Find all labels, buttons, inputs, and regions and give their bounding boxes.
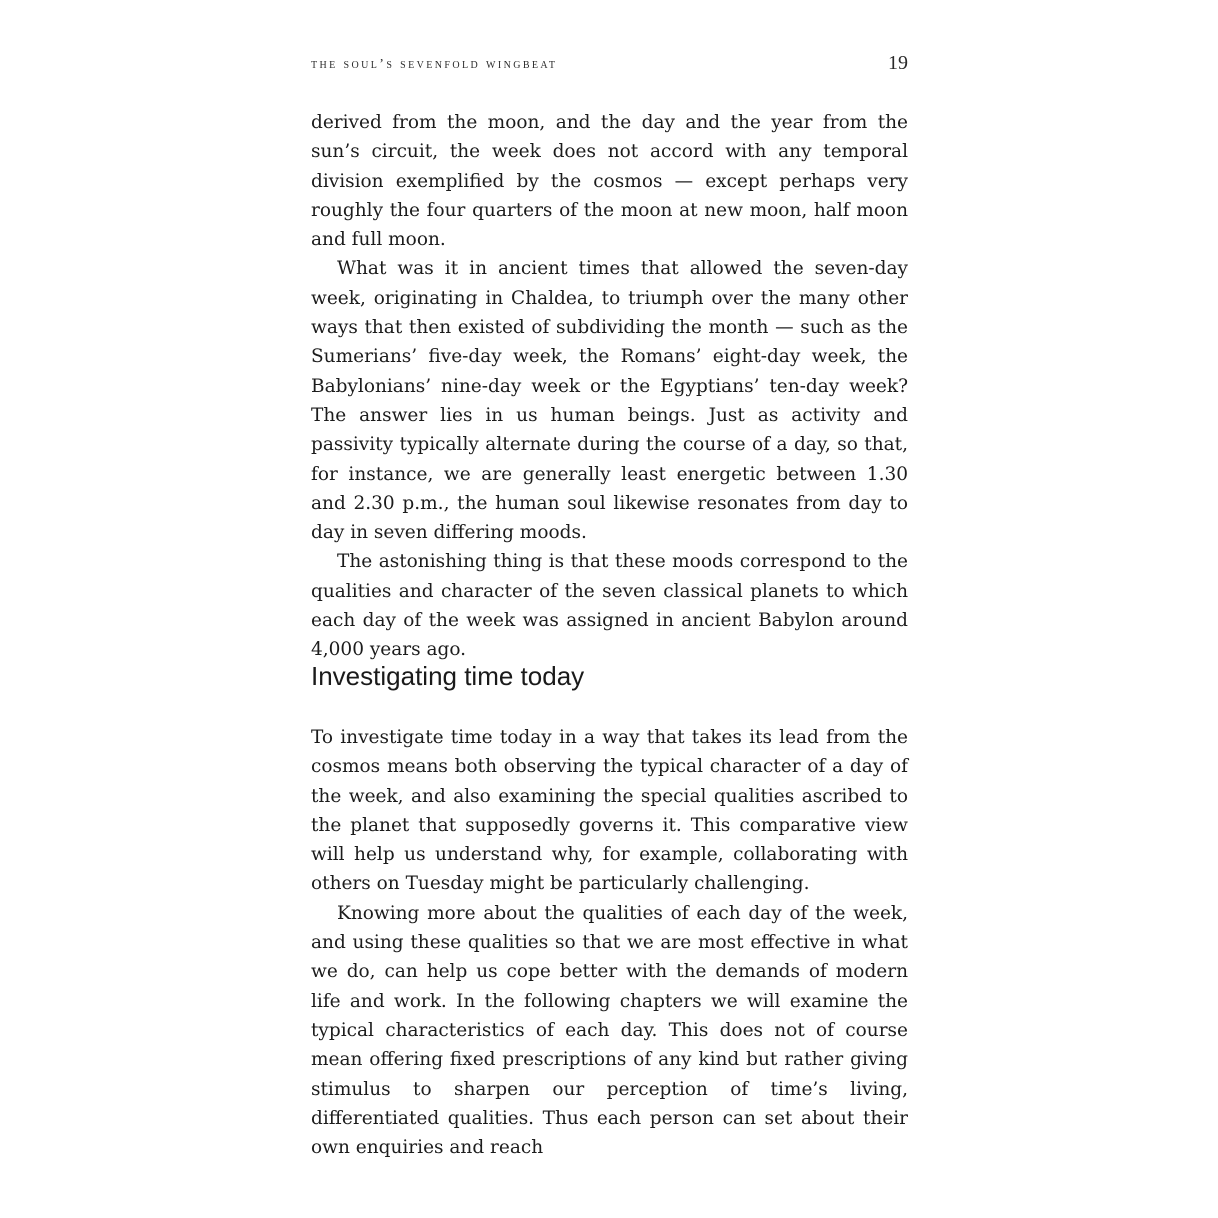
paragraph: What was it in ancient times that allowed the seven-day week, originating in Chaldea, to triumph over the many other ways that then existed of subdividing the month — such as the Sumerians’ five-day week, the Romans’ eight-day week, the Babylonians’ nine-day week or the Egyptians’ ten-day week? The answer lies in us human beings. Just as activity and passivity typically alternate during the course of a day, so that, for instance, we are generally least energetic between 1.30 and 2.30 p.m., the human soul likewise resonates from day to day in seven differing moods. bbox=[311, 258, 908, 544]
book-page bbox=[311, 0, 908, 1218]
paragraph: Knowing more about the qualities of each day of the week, and using these qualities so that we are most effective in what we do, can help us cope better with the demands of modern life and work. In the following chapters we will examine the typical characteristics of each day. This does not of course mean offering fixed prescriptions of any kind but rather giving stimulus to sharpen our perception of time’s living, differentiated qualities. Thus each person can set about their own enquiries and reach bbox=[311, 902, 908, 1159]
paragraph: To investigate time today in a way that takes its lead from the cosmos means both observing the typical character of a day of the week, and also examining the special qualities ascribed to the planet that supposedly governs it. This comparative view will help us understand why, for example, collaborating with others on Tuesday might be particularly challenging. bbox=[311, 727, 908, 895]
paragraph: derived from the moon, and the day and the year from the sun’s circuit, the week does not accord with any temporal division exemplified by the cosmos — except perhaps very roughly the four quarters of the moon at new moon, half moon and full moon. bbox=[311, 112, 908, 251]
section-heading: Investigating time today bbox=[311, 661, 585, 691]
running-head bbox=[311, 50, 908, 80]
body-text-block bbox=[311, 723, 908, 1162]
running-head-title: the soul’s sevenfold wingbeat bbox=[311, 57, 558, 72]
body-text-block bbox=[311, 108, 908, 665]
page-number: 19 bbox=[888, 52, 908, 74]
paragraph: The astonishing thing is that these moods correspond to the qualities and character of the seven classical planets to which each day of the week was assigned in ancient Babylon around 4,000 years ago. bbox=[311, 551, 908, 661]
